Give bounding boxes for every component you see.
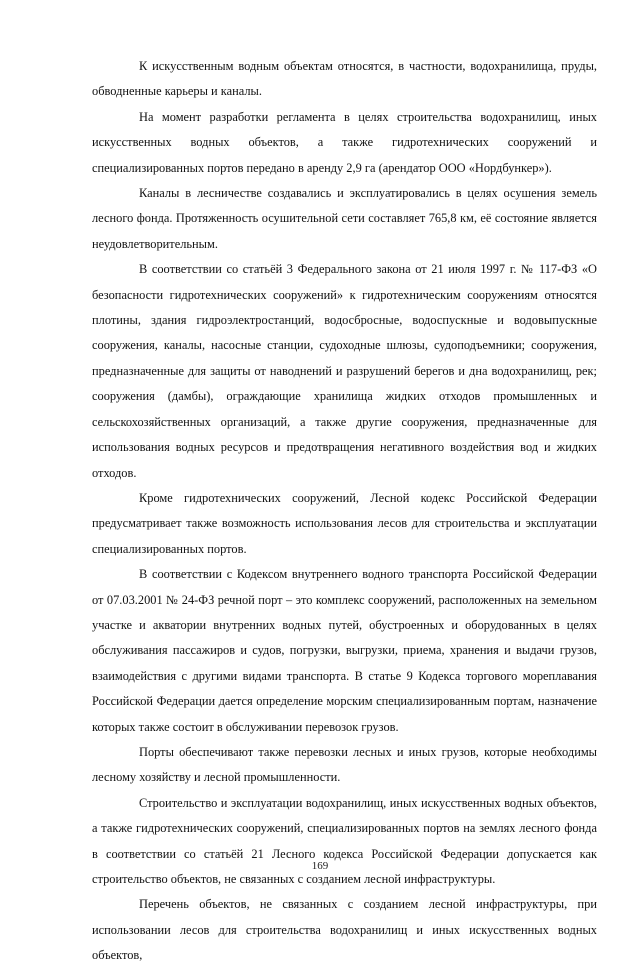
paragraph-6: В соответствии с Кодексом внутреннего водного транспорта Российской Федерации от 07.03.2001 № 24-ФЗ речной порт – это комплекс сооружений, расположенных на земельном участке и акватории внутренних водных путей, обустроенных и оборудованных в целях обслуживания пассажиров и судов, погрузки, выгрузки, приема, хранения и выдачи грузов, взаимодействия с другими видами транспорта. В статье 9 Кодекса торгового мореплавания Российской Федерации дается определение морским специализированным портам, назначение которых также состоит в обслуживании перевозок грузов. [92,567,597,734]
paragraph-9: Перечень объектов, не связанных с созданием лесной инфраструктуры, при использовании лесов для строительства водохранилищ и иных искусственных водных объектов, [92,897,597,963]
paragraph-7: Порты обеспечивают также перевозки лесных и иных грузов, которые необходимы лесному хозяйству и лесной промышленности. [92,744,597,785]
paragraph-4: В соответствии со статьёй 3 Федерального закона от 21 июля 1997 г. № 117-ФЗ «О безопасности гидротехнических сооружений» к гидротехническим сооружениям относятся плотины, здания гидроэлектростанций, водосбросные, водоспускные и водовыпускные сооружения, каналы, насосные станции, судоходные шлюзы, судоподъемники; сооружения, предназначенные для защиты от наводнений и разрушений берегов и дна водохранилищ, рек; сооружения (дамбы), ограждающие хранилища жидких отходов промышленных и сельскохозяйственных организаций, а также другие сооружения, предназначенные для использования водных ресурсов и предотвращения негативного воздействия вод и жидких отходов. [92,262,597,480]
page-number: 169 [311,860,329,872]
paragraph-5: Кроме гидротехнических сооружений, Лесной кодекс Российской Федерации предусматривает также возможность использования лесов для строительства и эксплуатации специализированных портов. [92,490,597,556]
paragraph-8: Строительство и эксплуатации водохранилищ, иных искусственных водных объектов, а также гидротехнических сооружений, специализированных портов на землях лесного фонда в соответствии со статьёй 21 Лесного кодекса Российской Федерации допускается как строительство объектов, не связанных с созданием лесной инфраструктуры. [92,795,597,886]
document-body [92,54,597,969]
paragraph-1: К искусственным водным объектам относятся, в частности, водохранилища, пруды, обводненные карьеры и каналы. [92,59,597,99]
paragraph-3: Каналы в лесничестве создавались и эксплуатировались в целях осушения земель лесного фонда. Протяженность осушительной сети составляет 765,8 км, её состояние является неудовлетворительным. [92,186,597,251]
paragraph-2: На момент разработки регламента в целях строительства водохранилищ, иных искусственных водных объектов, а также гидротехнических сооружений и специализированных портов передано в аренду 2,9 га (арендатор ООО «Нордбункер»). [92,109,597,175]
